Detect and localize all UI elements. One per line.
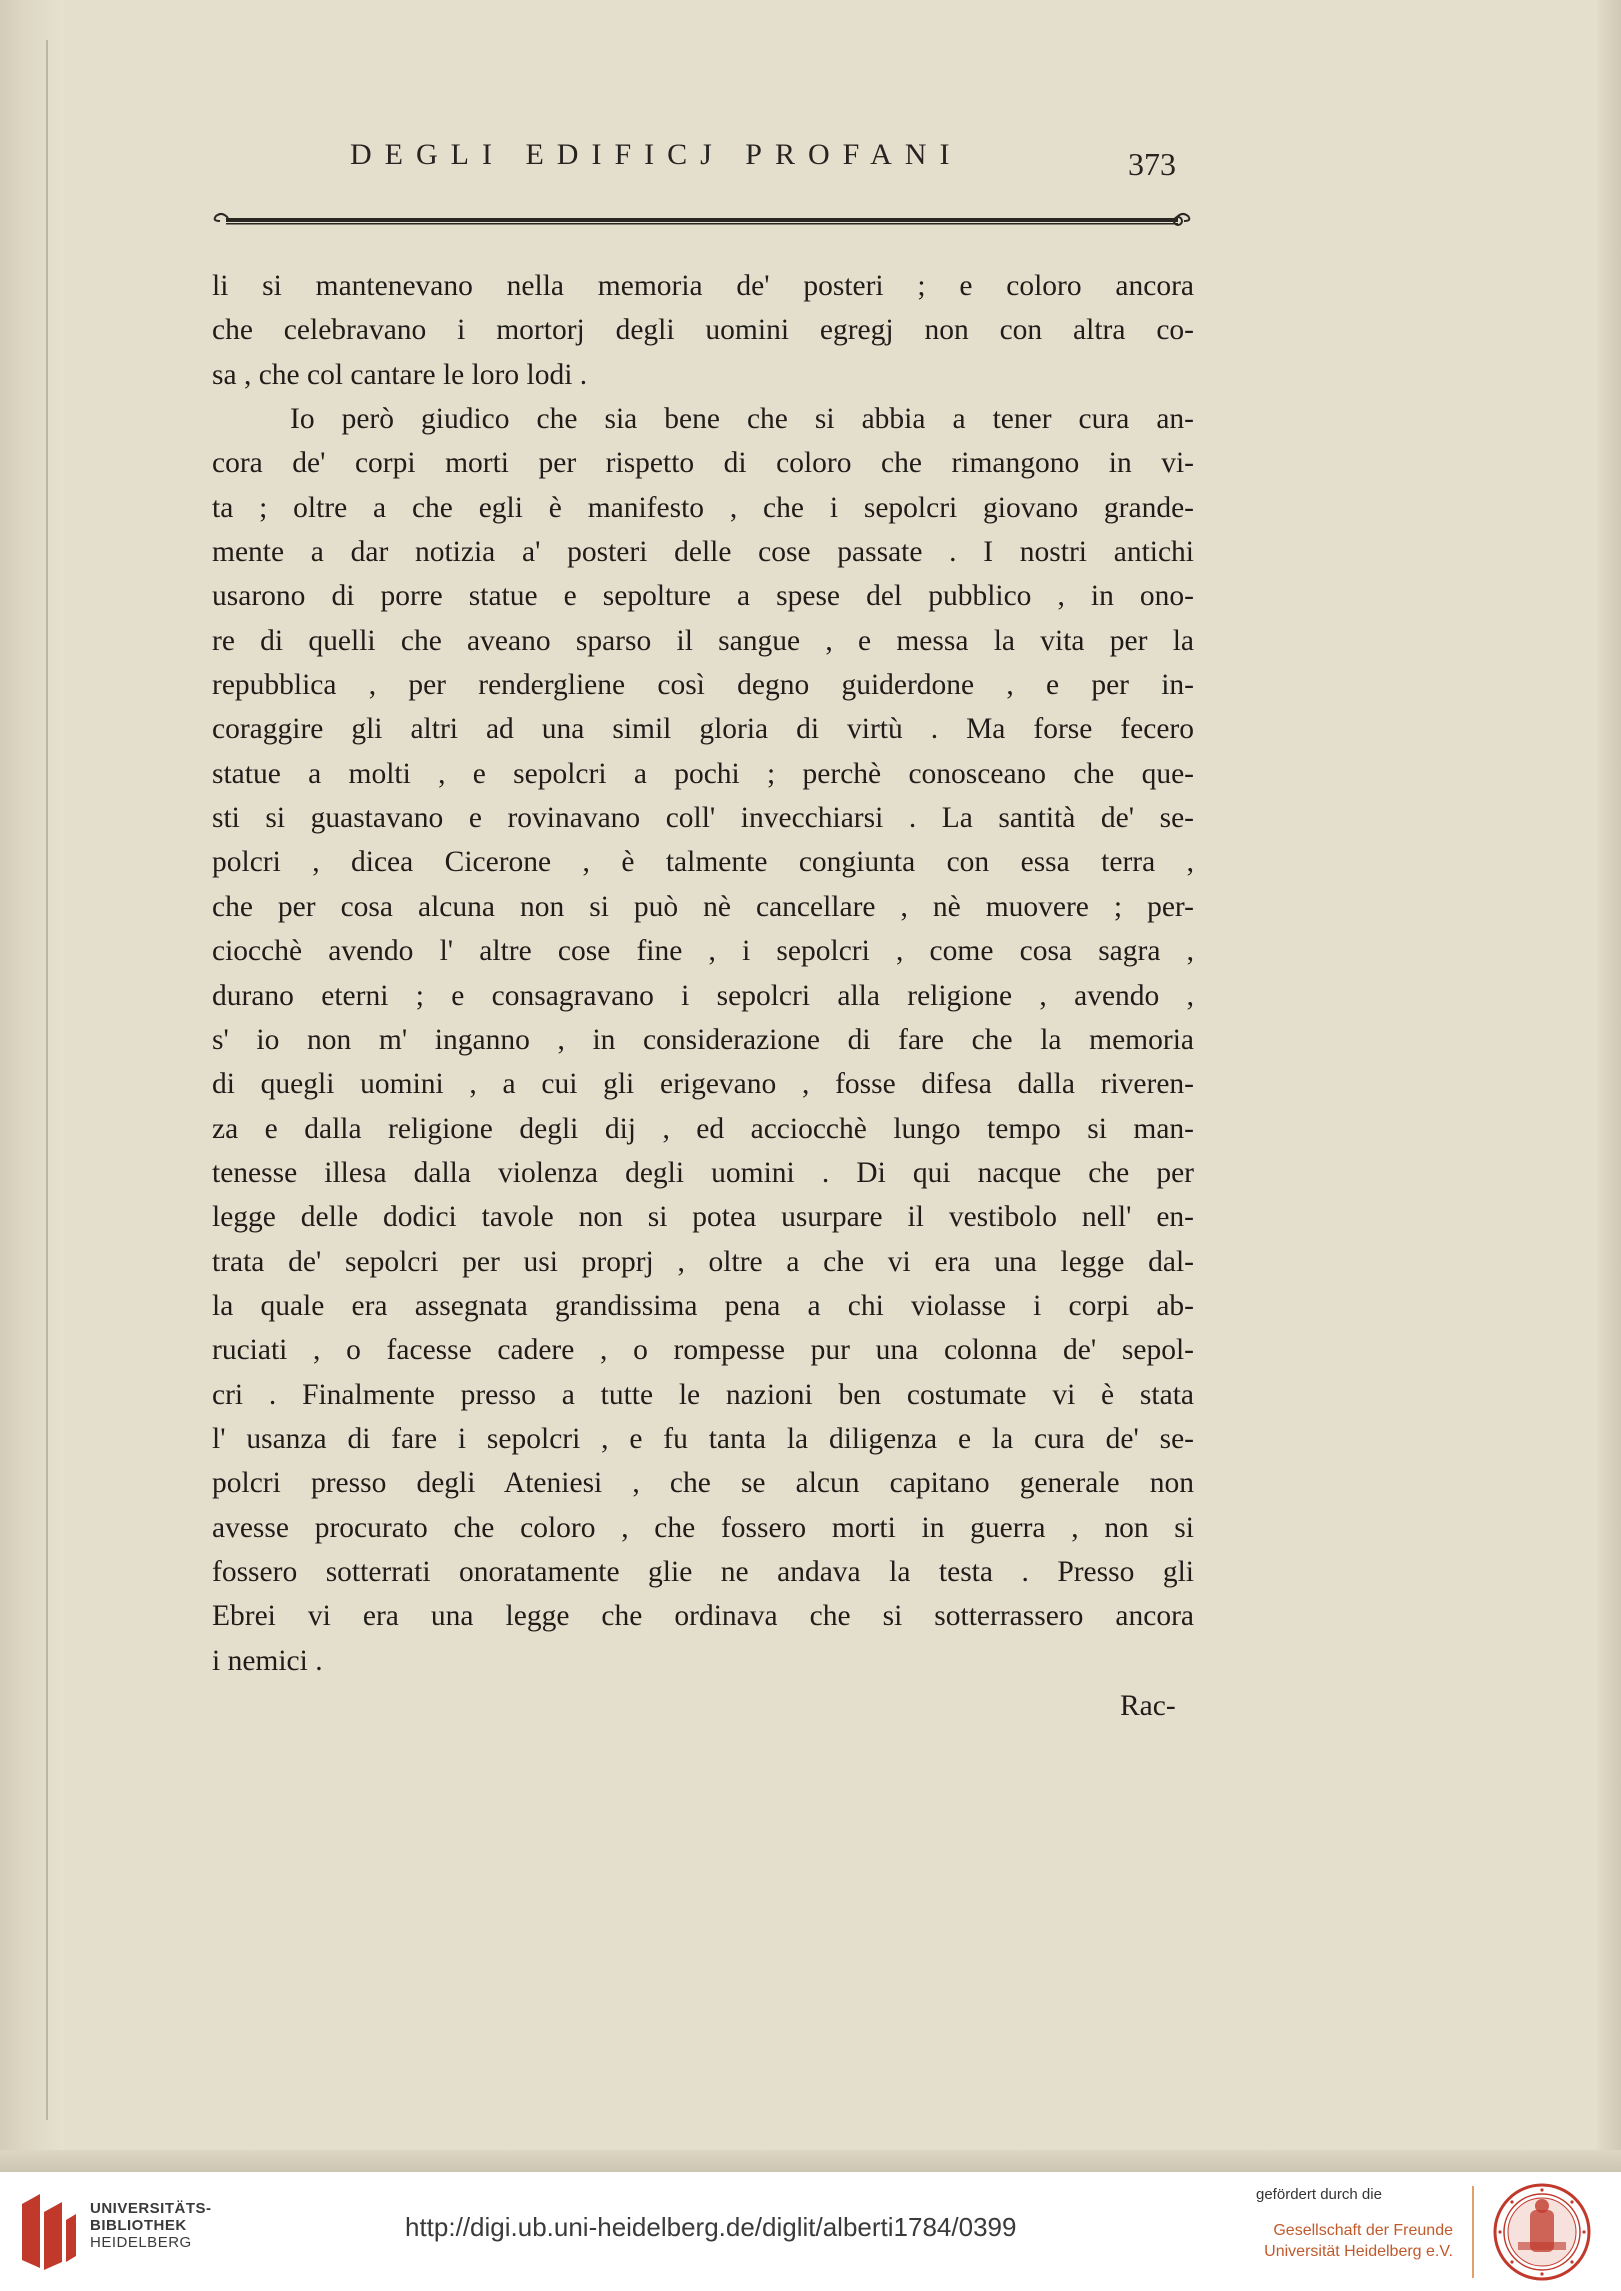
text-line: ta ; oltre a che egli è manifesto , che i sepolcri giovano grande- xyxy=(212,491,1194,524)
sponsor-label: gefördert durch die xyxy=(1256,2186,1382,2203)
text-line: coraggire gli altri ad una simil gloria di virtù . Ma forse fecero xyxy=(212,713,1194,746)
library-name-line: HEIDELBERG xyxy=(90,2234,192,2251)
text-line: mente a dar notizia a' posteri delle cose passate . I nostri antichi xyxy=(212,536,1194,569)
text-line: la quale era assegnata grandissima pena a chi violasse i corpi ab- xyxy=(212,1289,1194,1322)
text-line: cri . Finalmente presso a tutte le nazioni ben costumate vi è stata xyxy=(212,1378,1194,1411)
library-name-line: UNIVERSITÄTS- xyxy=(90,2200,212,2217)
university-library-logo-icon[interactable] xyxy=(16,2190,80,2274)
text-line: i nemici . xyxy=(212,1644,323,1677)
text-line: fossero sotterrati onoratamente glie ne andava la testa . Presso gli xyxy=(212,1555,1194,1588)
text-line: durano eterni ; e consagravano i sepolcri alla religione , avendo , xyxy=(212,979,1194,1012)
library-name-line: BIBLIOTHEK xyxy=(90,2217,187,2234)
sponsor-name-line: Gesellschaft der Freunde xyxy=(1273,2222,1453,2239)
page-gutter-shadow xyxy=(0,0,64,2172)
running-head: DEGLI EDIFICJ PROFANI xyxy=(350,138,963,171)
university-seal-icon xyxy=(1492,2182,1592,2282)
text-line: trata de' sepolcri per usi proprj , oltre a che vi era una legge dal- xyxy=(212,1245,1194,1278)
text-line: Io però giudico che sia bene che si abbia a tener cura an- xyxy=(290,403,1194,436)
sponsor-name-line: Universität Heidelberg e.V. xyxy=(1264,2243,1453,2260)
text-line: s' io non m' inganno , in considerazione di fare che la memoria xyxy=(212,1023,1194,1056)
catchword: Rac- xyxy=(1120,1690,1176,1722)
permalink-url[interactable]: http://digi.ub.uni-heidelberg.de/diglit/alberti1784/0399 xyxy=(405,2212,1017,2242)
text-line: za e dalla religione degli dij , ed acciocchè lungo tempo si man- xyxy=(212,1112,1194,1145)
sponsor-name[interactable] xyxy=(1264,2220,1453,2262)
text-line: usarono di porre statue e sepolture a spese del pubblico , in ono- xyxy=(212,580,1194,613)
text-line: legge delle dodici tavole non si potea usurpare il vestibolo nell' en- xyxy=(212,1201,1194,1234)
text-line: di quegli uomini , a cui gli erigevano , fosse difesa dalla riveren- xyxy=(212,1068,1194,1101)
text-line: Ebrei vi era una legge che ordinava che si sotterrassero ancora xyxy=(212,1600,1194,1633)
text-line: repubblica , per rendergliene così degno guiderdone , e per in- xyxy=(212,669,1194,702)
text-line: che celebravano i mortorj degli uomini egregj non con altra co- xyxy=(212,314,1194,347)
page-bottom-edge xyxy=(0,2150,1621,2172)
text-line: statue a molti , e sepolcri a pochi ; perchè conosceano che que- xyxy=(212,757,1194,790)
text-line: sa , che col cantare le loro lodi . xyxy=(212,358,588,391)
text-line: ciocchè avendo l' altre cose fine , i sepolcri , come cosa sagra , xyxy=(212,935,1194,968)
body-text xyxy=(212,264,1194,1683)
page-edge xyxy=(46,40,48,2120)
text-line: li si mantenevano nella memoria de' posteri ; e coloro ancora xyxy=(212,270,1194,302)
sponsor-divider xyxy=(1472,2186,1474,2278)
text-line: re di quelli che aveano sparso il sangue , e messa la vita per la xyxy=(212,624,1194,657)
page-right-edge xyxy=(1597,0,1621,2172)
text-line: sti si guastavano e rovinavano coll' invecchiarsi . La santità de' se- xyxy=(212,802,1194,835)
text-line: polcri , dicea Cicerone , è talmente congiunta con essa terra , xyxy=(212,846,1194,879)
footer-bar xyxy=(0,2172,1621,2291)
text-line: che per cosa alcuna non si può nè cancellare , nè muovere ; per- xyxy=(212,890,1194,923)
text-line: l' usanza di fare i sepolcri , e fu tanta la diligenza e la cura de' se- xyxy=(212,1422,1194,1455)
ornamental-rule xyxy=(212,212,1192,230)
page-number: 373 xyxy=(1128,146,1176,182)
text-line: polcri presso degli Ateniesi , che se alcun capitano generale non xyxy=(212,1467,1194,1500)
text-line: ruciati , o facesse cadere , o rompesse pur una colonna de' sepol- xyxy=(212,1334,1194,1367)
text-line: avesse procurato che coloro , che fossero morti in guerra , non si xyxy=(212,1511,1194,1544)
text-line: cora de' corpi morti per rispetto di coloro che rimangono in vi- xyxy=(212,447,1194,480)
text-line: tenesse illesa dalla violenza degli uomini . Di qui nacque che per xyxy=(212,1156,1194,1189)
library-name[interactable] xyxy=(90,2200,212,2251)
